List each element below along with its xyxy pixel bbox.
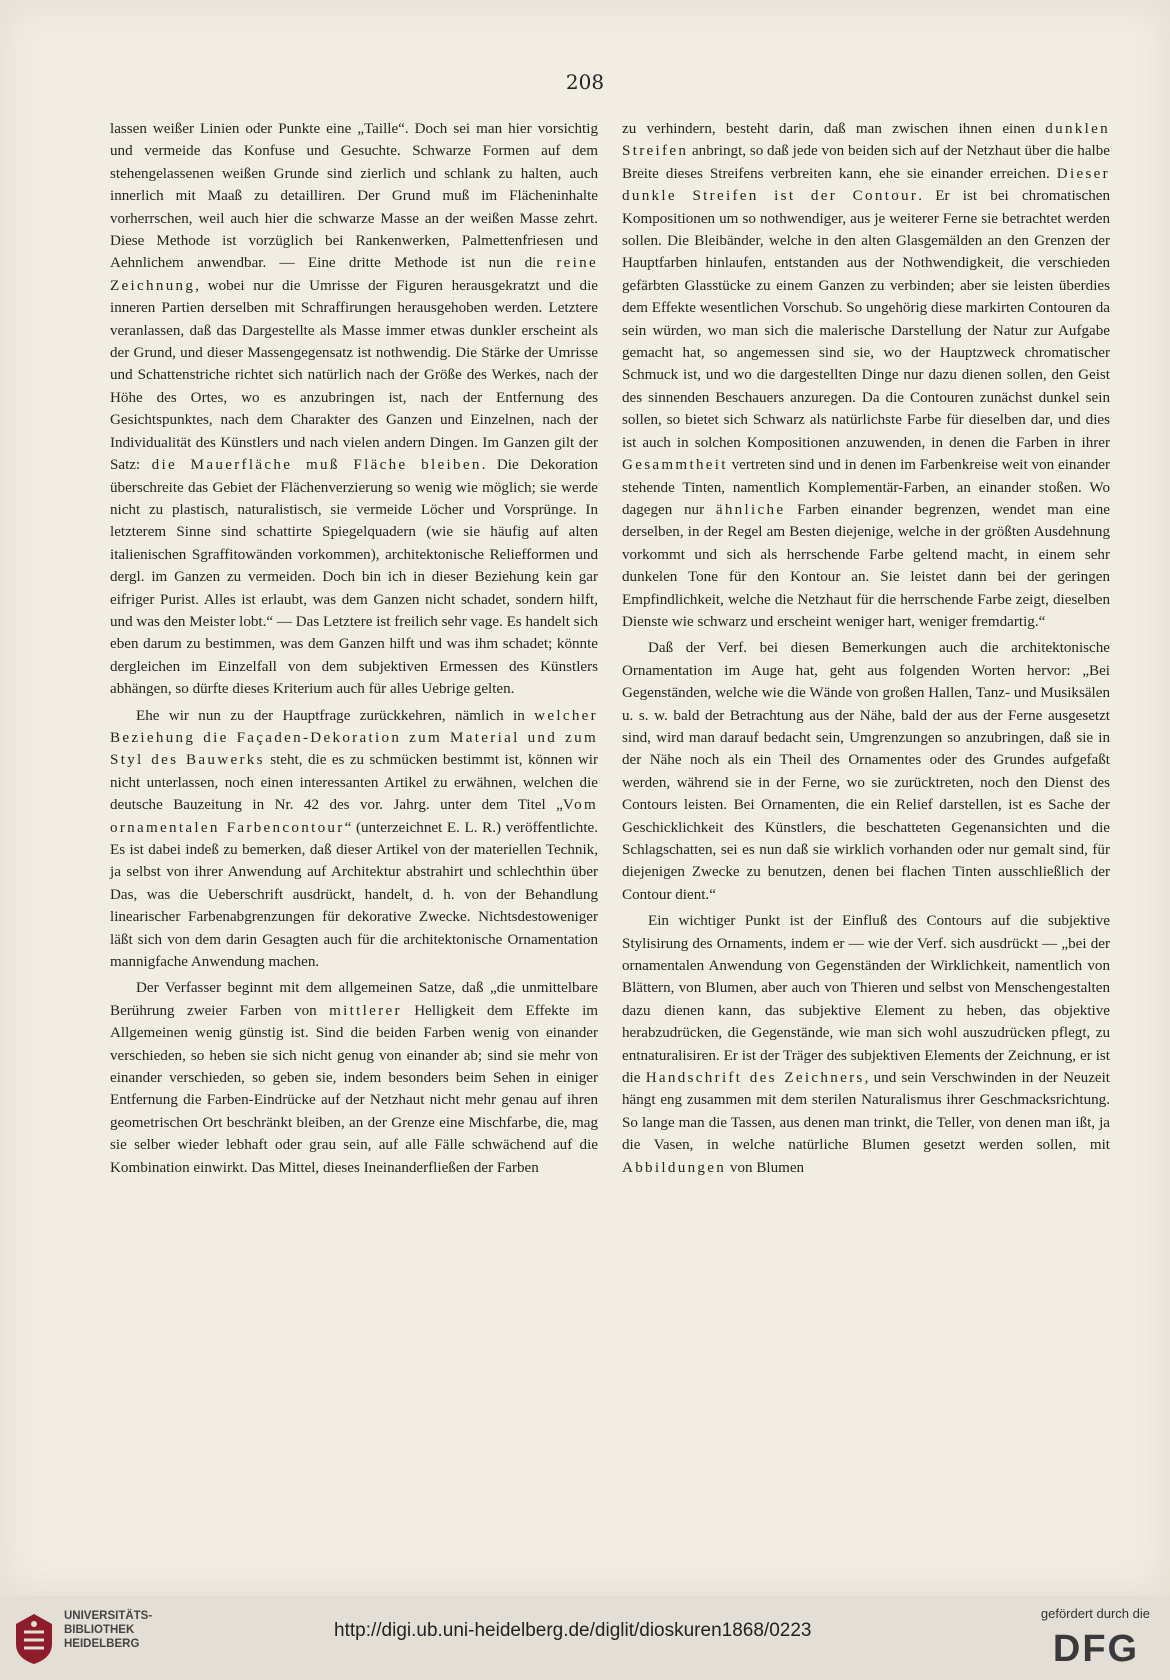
text-run: Farben einander begrenzen, wendet man eine derselben, in der Regel am Besten diejenige, welche in der größten Ausdehnung vorkommt und sich als herrschende Farbe geltend macht, in einem sehr dunkelen Tone für den Kontour an. Sie leistet dann bei der geringen Empfindlichkeit, welche die Netzhaut für die herrschende Farbe zeigt, dieselben Dienste wie schwarz und erscheint weniger hart, weniger fremdartig.“: [622, 501, 1110, 630]
spaced-emphasis: ähnliche: [715, 501, 786, 518]
text-run: , und sein Verschwinden in der Neuzeit hängt eng zusammen mit dem sterilen Naturalismus ihrer Geschmacksrichtung. So lange man die Tassen, aus denen man trinkt, die Teller, von denen man ißt, ja die Vasen, in welche natürliche Blumen gesetzt werden sollen, mit: [622, 1070, 1111, 1154]
permalink-url[interactable]: http://digi.ub.uni-heidelberg.de/diglit/dioskuren1868/0223: [334, 1620, 812, 1641]
page-number: 208: [565, 70, 605, 94]
library-name: [64, 1609, 152, 1651]
text-run: , wobei nur die Umrisse der Figuren herausgekratzt und die inneren Partien derselben mit Schraffirungen herausgehoben werden. Letztere veranlassen, daß das Dargestellte als Masse immer etwas dunkler erscheint als der Grund, und dieser Massengegensatz ist nothwendig. Die Stärke der Umrisse und Schattenstriche richtet sich natürlich nach der Größe des Werkes, nach der Höhe des Ortes, wo es anzubringen ist, nach der Entfernung des Gesichtspunktes, nach dem Charakter des Ganzen und Einzelnen, nach der Individualität des Künstlers und nach vielen andern Dingen. Im Ganzen gilt der Satz:: [110, 277, 598, 474]
right-paragraph-2: [622, 637, 1110, 906]
university-library-logo-icon: [12, 1610, 56, 1666]
left-paragraph-1: [110, 118, 598, 701]
text-run: . Die Dekoration überschreite das Gebiet der Flächenverzierung so wenig wie möglich; sie werde nicht zu plastisch, naturalistisch, sie vermeide Löcher und Vorsprünge. In letzterem Sinne sind schattirte Spiegelquadern (wie sie häufig auf alten italienischen Sgraffitowänden vorkommen), architektonische Reliefformen und dergl. im Ganzen zu vermeiden. Doch bin ich in dieser Beziehung kein gar eifriger Purist. Alles ist erlaubt, was dem Ganzen nicht schadet, sondern hilft, und was den Meister lobt.“ — Das Letztere ist freilich sehr vage. Es handelt sich eben darum zu bestimmen, was dem Ganzen hilft und was ihm schadet; könnte dergleichen im Einzelfall von dem subjektiven Ermessen des Künstlers abhängen, so dürfte dieses Kriterium auch für alles Uebrige gelten.: [110, 457, 598, 698]
dfg-logo-text: DFG: [1052, 1628, 1140, 1666]
spaced-emphasis: dunklen Streifen: [622, 121, 1110, 160]
right-paragraph-1: [622, 118, 1110, 633]
spaced-emphasis: Abbildungen: [622, 1159, 727, 1176]
text-run: Der Verfasser beginnt mit dem allgemeinen Satze, daß „die unmittelbare Berührung zweier Farben von: [110, 980, 598, 1019]
dfg-logo-icon: [1042, 1628, 1150, 1666]
spaced-emphasis: reine Zeichnung: [110, 255, 598, 294]
left-column: [110, 118, 598, 1179]
spaced-emphasis: Gesammtheit: [622, 457, 728, 474]
spaced-emphasis: Dieser dunkle Streifen ist der Contour: [622, 165, 1110, 205]
funded-by-label: gefördert durch die: [1040, 1606, 1150, 1621]
text-run: von Blumen: [726, 1159, 805, 1176]
spaced-emphasis: die Mauerfläche muß Fläche bleiben: [151, 457, 482, 474]
text-run: zu verhindern, besteht darin, daß man zwischen ihnen einen: [622, 121, 1046, 137]
spaced-emphasis: welcher Beziehung die Façaden-Dekoration zum Material und zum Styl des Bauwerks: [110, 707, 598, 769]
left-paragraph-2: [110, 705, 598, 974]
left-paragraph-3: [110, 977, 598, 1179]
right-paragraph-3: [622, 910, 1110, 1179]
text-run: Ehe wir nun zu der Hauptfrage zurückkehren, nämlich in: [136, 707, 535, 724]
text-run: Ein wichtiger Punkt ist der Einfluß des Contours auf die subjektive Stylisirung des Ornaments, indem er — wie der Verf. sich ausdrückt — „bei der ornamentalen Anwendung von Gegenständen der Wirklichkeit, namentlich von Blättern, von Blumen, aber auch von Thieren und selbst von Menschengestalten dazu dienen kann, das subjektive Element zu heben, das objektive herabzudrücken, die Gegenstände, wie man sich wohl auszudrücken pflegt, zu entnaturalisiren. Er ist der Träger des subjektiven Elements der Zeichnung, er ist die: [622, 913, 1110, 1087]
library-name-line: HEIDELBERG: [64, 1638, 140, 1650]
text-run: anbringt, so daß jede von beiden sich auf der Netzhaut über die halbe Breite dieses Streifens verbreiten kann, ehe sie einander erreichen.: [622, 143, 1110, 182]
library-name-line: BIBLIOTHEK: [64, 1624, 135, 1636]
spaced-emphasis: Handschrift des Zeichners: [645, 1070, 865, 1087]
text-run: vertreten sind und in denen im Farbenkreise weit von einander stehende Tinten, namentlich Komplementär-Farben, an einander stoßen. Wo dagegen nur: [622, 457, 1110, 518]
text-run: “ (unterzeichnet E. L. R.) veröffentlichte. Es ist dabei indeß zu bemerken, daß dieser Artikel von der materiellen Technik, ja selbst von ihrer Anwendung auf Architektur abstrahirt und schlechthin über Das, was die Ueberschrift ausdrückt, handelt, d. h. von der Behandlung linearischer Farbenabgrenzungen für dekorative Zwecke. Nichtsdestoweniger läßt sich von dem darin Gesagten auch für die architektonische Ornamentation mannigfache Anwendung machen.: [110, 819, 599, 971]
text-run: Daß der Verf. bei diesen Bemerkungen auch die architektonische Ornamentation im Auge hat, geht aus folgenden Worten hervor: „Bei Gegenständen, welche wie die Wände von großen Hallen, Tanz- und Musiksälen u. s. w. bald der Betrachtung aus der Nähe, bald der aus der Ferne ausgesetzt sind, wird man darauf bedacht sein, Umgrenzungen so anzubringen, daß sie in der Nähe noch als ein Theil des Ornamentes oder des Grundes aufgefaßt werden, während sie in der Ferne, wo sie zurücktreten, noch den Dienst des Contours leisten. Bei Ornamenten, die ein Relief darstellen, ist es Sache der Geschicklichkeit des Künstlers, die beschatteten Gegenansichten und die Schlagschatten, sei es nun daß sie wirklich vorhanden oder nur gemalt sind, für diejenigen Zwecke zu benutzen, denen bei flachen Tinten ausschließlich der Contour dient.“: [622, 640, 1110, 903]
spaced-emphasis: mittlerer: [329, 1002, 402, 1019]
text-run: lassen weißer Linien oder Punkte eine „Taille“. Doch sei man hier vorsichtig und vermeide das Konfuse und Gesuchte. Schwarze Formen auf dem stehengelassenen weißen Grunde sind zierlich und schlank zu halten, auch innerlich mit Maaß zu detailliren. Der Grund muß im Flächeninhalte vorherrschen, weil auch hier die schwarze Masse an der weißen Masse zehrt. Diese Methode ist vorzüglich bei Rankenwerken, Palmettenfriesen und Aehnlichem anwendbar. — Eine dritte Methode ist nun die: [110, 121, 598, 272]
text-run: Helligkeit dem Effekte im Allgemeinen wenig günstig ist. Sind die beiden Farben wenig von einander verschieden, so heben sie sich nicht genug von einander ab; sind sie mehr von einander verschieden, so geben sie, indem besonders beim Sehen in einiger Entfernung die Farben-Eindrücke auf der Netzhaut nicht mehr genau auf ihren geometrischen Ort beschränkt bleiben, an der Grenze eine Mischfarbe, die, mag sie selber wieder lebhaft oder grau sein, auf alle Fälle schwächend auf die Kombination einwirkt. Das Mittel, dieses Ineinanderfließen der Farben: [110, 1002, 599, 1176]
right-column: [622, 118, 1110, 1179]
text-run: steht, die es zu schmücken bestimmt ist, können wir nicht unterlassen, noch einen interessanten Artikel zu erwähnen, welchen die deutsche Bauzeitung in Nr. 42 des vor. Jahrg. unter dem Titel „: [110, 752, 598, 814]
text-run: . Er ist bei chromatischen Kompositionen um so nothwendiger, aus je weiterer Ferne sie betrachtet werden sollen. Die Bleibänder, welche in den alten Glasgemälden an den Grenzen der Hauptfarben hinlaufen, entstanden aus der Nothwendigkeit, die verschieden gefärbten Glasstücke zu einem Ganzen zu verbinden; aber sie leisten überdies dem Effekte wesentlichen Vorschub. So ungehörig diese markirten Contouren da sein würden, wo man sich die malerische Darstellung der Natur zur Aufgabe gemacht hat, so angemessen sind sie, wo der Hauptzweck chromatischer Schmuck ist, und wo die dargestellten Dinge nur dazu dienen sollen, den Geist des sinnenden Beschauers anzuregen. Da die Contouren zunächst dunkel sein sollen, so bietet sich Schwarz als natürlichste Farbe für dieselben dar, und dies ist auch in solchen Kompositionen anzuwenden, in denen die Farben in ihrer: [622, 188, 1110, 451]
viewer-footer: [0, 1596, 1170, 1680]
library-name-line: UNIVERSITÄTS-: [64, 1610, 153, 1622]
spaced-emphasis: Vom ornamentalen Farbencontour: [110, 797, 598, 836]
